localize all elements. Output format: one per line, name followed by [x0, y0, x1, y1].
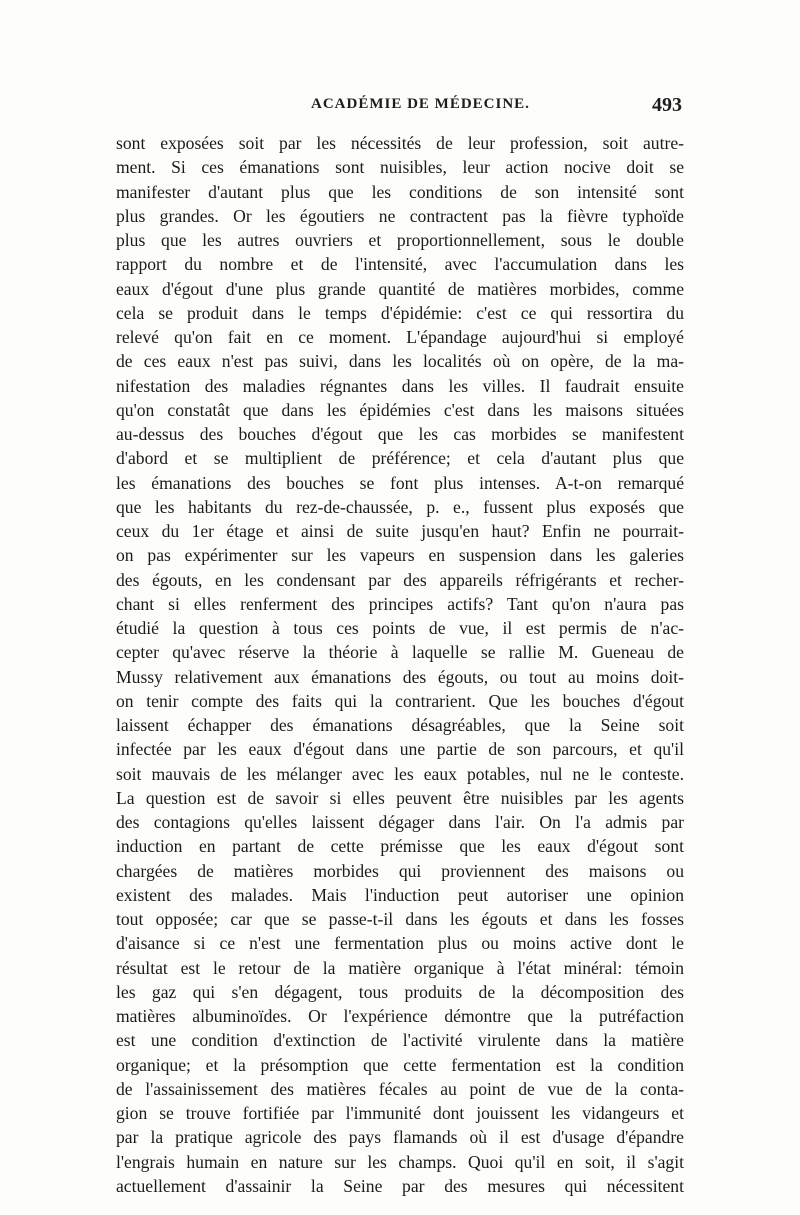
text-line: gion se trouve fortifiée par l'immunité dont jouissent les vidangeurs et [116, 1103, 684, 1123]
text-line: de ces eaux n'est pas suivi, dans les localités où on opère, de la ma- [116, 351, 684, 372]
text-line: infectée par les eaux d'égout dans une partie de son parcours, et qu'il [116, 739, 684, 760]
page-header [116, 96, 682, 126]
text-line: est une condition d'extinction de l'activité virulente dans la matière [116, 1030, 684, 1051]
text-line: matières albuminoïdes. Or l'expérience démontre que la putréfaction [116, 1006, 684, 1026]
text-line: actuellement d'assainir la Seine par des mesures qui nécessitent [116, 1175, 684, 1196]
text-line: étudié la question à tous ces points de vue, il est permis de n'ac- [116, 618, 684, 638]
text-line: eaux d'égout d'une plus grande quantité de matières morbides, comme [116, 278, 684, 299]
text-line: induction en partant de cette prémisse que les eaux d'égout sont [116, 836, 684, 857]
text-line: Mussy relativement aux émanations des égouts, ou tout au moins doit- [116, 666, 684, 687]
text-line: plus grandes. Or les égoutiers ne contractent pas la fièvre typhoïde [116, 205, 684, 226]
text-line: chargées de matières morbides qui proviennent des maisons ou [116, 860, 684, 881]
text-line: résultat est le retour de la matière organique à l'état minéral: témoin [116, 957, 684, 978]
text-line: les gaz qui s'en dégagent, tous produits de la décomposition des [116, 981, 684, 1002]
text-line: plus que les autres ouvriers et proportionnellement, sous le double [116, 230, 684, 250]
text-line: on tenir compte des faits qui la contrarient. Que les bouches d'égout [116, 690, 684, 711]
text-line: que les habitants du rez-de-chaussée, p. e., fussent plus exposés que [116, 496, 684, 517]
text-line: ceux du 1er étage et ainsi de suite jusqu'en haut? Enfin ne pourrait- [116, 521, 684, 541]
text-line: tout opposée; car que se passe-t-il dans les égouts et dans les fosses [116, 909, 684, 929]
text-line: nifestation des maladies régnantes dans les villes. Il faudrait ensuite [116, 375, 684, 396]
text-line: l'engrais humain en nature sur les champs. Quoi qu'il en soit, il s'agit [116, 1151, 684, 1172]
text-line: rapport du nombre et de l'intensité, avec l'accumulation dans les [116, 254, 684, 275]
running-title: ACADÉMIE DE MÉDECINE. [311, 96, 530, 112]
text-line: de l'assainissement des matières fécales au point de vue de la conta- [116, 1078, 684, 1099]
text-line: organique; et la présomption que cette fermentation est la condition [116, 1054, 684, 1075]
text-line: par la pratique agricole des pays flamands où il est d'usage d'épandre [116, 1127, 684, 1148]
text-line: des égouts, en les condensant par des appareils réfrigérants et recher- [116, 569, 684, 590]
text-line: des contagions qu'elles laissent dégager dans l'air. On l'a admis par [116, 812, 684, 832]
text-line: existent des malades. Mais l'induction peut autoriser une opinion [116, 884, 684, 905]
text-line: on pas expérimenter sur les vapeurs en suspension dans les galeries [116, 545, 684, 566]
text-line: au-dessus des bouches d'égout que les cas morbides se manifestent [116, 424, 684, 444]
text-line: les émanations des bouches se font plus intenses. A-t-on remarqué [116, 472, 684, 493]
text-line: sont exposées soit par les nécessités de leur profession, soit autre- [116, 133, 684, 153]
text-line: laissent échapper des émanations désagréables, que la Seine soit [116, 715, 684, 735]
text-line: chant si elles renferment des principes actifs? Tant qu'on n'aura pas [116, 593, 684, 614]
text-line: d'abord et se multiplient de préférence; et cela d'autant plus que [116, 448, 684, 469]
text-line: soit mauvais de les mélanger avec les eaux potables, nul ne le conteste. [116, 763, 684, 784]
text-line: cela se produit dans le temps d'épidémie: c'est ce qui ressortira du [116, 302, 684, 323]
page-number: 493 [652, 94, 682, 116]
text-line: ment. Si ces émanations sont nuisibles, leur action nocive doit se [116, 157, 684, 178]
text-line: manifester d'autant plus que les conditions de son intensité sont [116, 181, 684, 202]
text-line: relevé qu'on fait en ce moment. L'épandage aujourd'hui si employé [116, 327, 684, 347]
text-line: cepter qu'avec réserve la théorie à laquelle se rallie M. Gueneau de [116, 642, 684, 663]
body-text [116, 131, 684, 1198]
text-line: d'aisance si ce n'est une fermentation plus ou moins active dont le [116, 933, 684, 954]
text-line: qu'on constatât que dans les épidémies c'est dans les maisons situées [116, 399, 684, 420]
text-line: La question est de savoir si elles peuvent être nuisibles par les agents [116, 787, 684, 808]
